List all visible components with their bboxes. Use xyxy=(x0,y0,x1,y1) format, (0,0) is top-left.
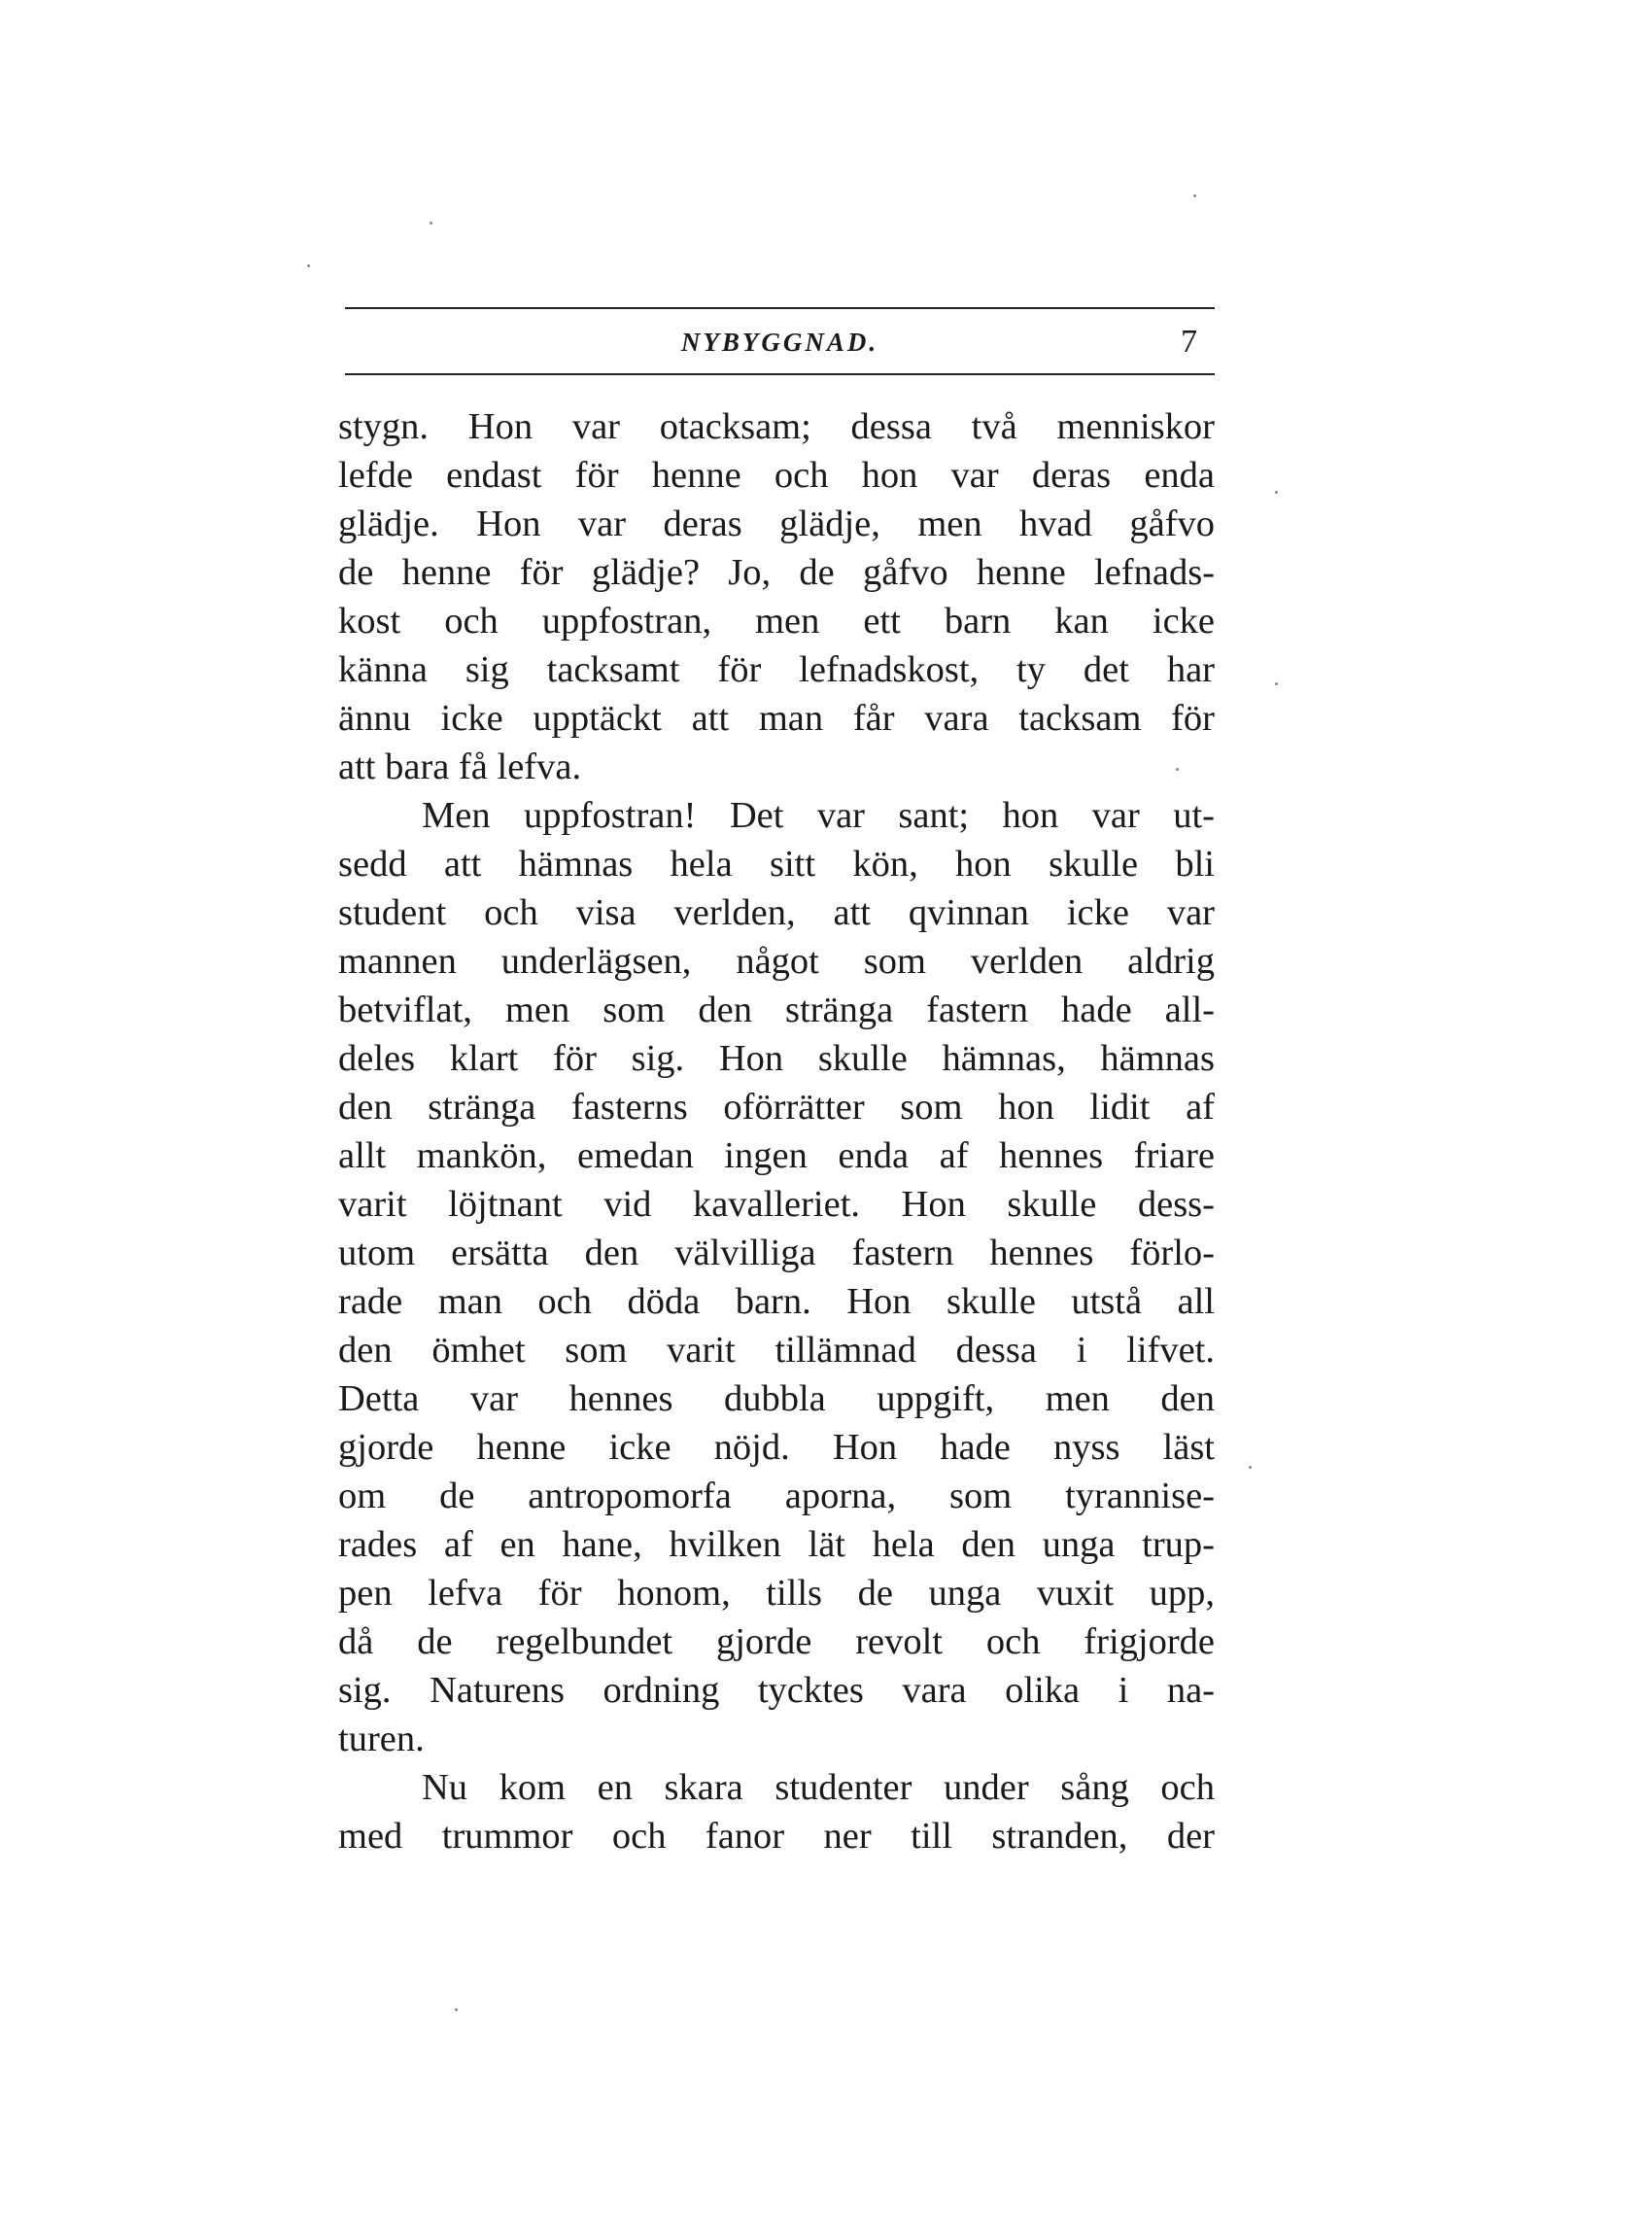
text-line: om de antropomorfa aporna, som tyrannise- xyxy=(338,1476,1215,1516)
text-line: rades af en hane, hvilken lät hela den unga trup- xyxy=(338,1524,1215,1565)
text-line: rade man och döda barn. Hon skulle utstå all xyxy=(338,1281,1215,1322)
text-line: deles klart för sig. Hon skulle hämnas, hämnas xyxy=(338,1038,1215,1079)
page-number: 7 xyxy=(1181,324,1197,360)
scan-speck xyxy=(1193,194,1196,197)
scan-speck xyxy=(1275,491,1278,494)
running-head-title: NYBYGGNAD. xyxy=(680,328,879,357)
text-line: med trummor och fanor ner till stranden, der xyxy=(338,1816,1215,1857)
body-text xyxy=(338,402,1215,1860)
text-line: den stränga fasterns oförrätter som hon lidit af xyxy=(338,1087,1215,1128)
text-line: gjorde henne icke nöjd. Hon hade nyss läst xyxy=(338,1427,1215,1468)
text-line: den ömhet som varit tillämnad dessa i lifvet. xyxy=(338,1330,1215,1371)
text-line: varit löjtnant vid kavalleriet. Hon skulle dess- xyxy=(338,1184,1215,1225)
text-line: ännu icke upptäckt att man får vara tacksam för xyxy=(338,698,1215,739)
text-line: sedd att hämnas hela sitt kön, hon skulle bli xyxy=(338,844,1215,885)
text-line: stygn. Hon var otacksam; dessa två menniskor xyxy=(338,406,1215,447)
text-line: glädje. Hon var deras glädje, men hvad gåfvo xyxy=(338,504,1215,544)
scan-speck xyxy=(307,264,310,267)
paragraph-start-line: Men uppfostran! Det var sant; hon var ut- xyxy=(422,795,1215,836)
text-line: utom ersätta den välvilliga fastern hennes förlo- xyxy=(338,1233,1215,1273)
text-line: allt mankön, emedan ingen enda af hennes friare xyxy=(338,1135,1215,1176)
scan-speck xyxy=(455,2008,458,2011)
scan-speck xyxy=(1176,768,1179,771)
text-line: kost och uppfostran, men ett barn kan icke xyxy=(338,601,1215,642)
text-line: sig. Naturens ordning tycktes vara olika i na- xyxy=(338,1670,1215,1711)
text-line: turen. xyxy=(338,1719,425,1759)
header-rule-top xyxy=(345,307,1215,309)
scan-speck xyxy=(1275,682,1278,685)
scan-speck xyxy=(430,222,432,225)
paragraph-start-line: Nu kom en skara studenter under sång och xyxy=(422,1767,1215,1808)
text-line: student och visa verlden, att qvinnan icke var xyxy=(338,892,1215,933)
text-line: mannen underlägsen, något som verlden aldrig xyxy=(338,941,1215,982)
header-rule-bottom xyxy=(345,373,1215,375)
scan-speck xyxy=(1249,1466,1252,1469)
text-line: lefde endast för henne och hon var deras enda xyxy=(338,455,1215,496)
text-line: Detta var hennes dubbla uppgift, men den xyxy=(338,1378,1215,1419)
running-head xyxy=(345,321,1215,364)
text-line: känna sig tacksamt för lefnadskost, ty det har xyxy=(338,649,1215,690)
text-line: att bara få lefva. xyxy=(338,747,582,787)
text-line: pen lefva för honom, tills de unga vuxit upp, xyxy=(338,1573,1215,1614)
text-line: betviflat, men som den stränga fastern hade all- xyxy=(338,990,1215,1030)
text-line: de henne för glädje? Jo, de gåfvo henne lefnads- xyxy=(338,552,1215,593)
text-line: då de regelbundet gjorde revolt och frigjorde xyxy=(338,1621,1215,1662)
